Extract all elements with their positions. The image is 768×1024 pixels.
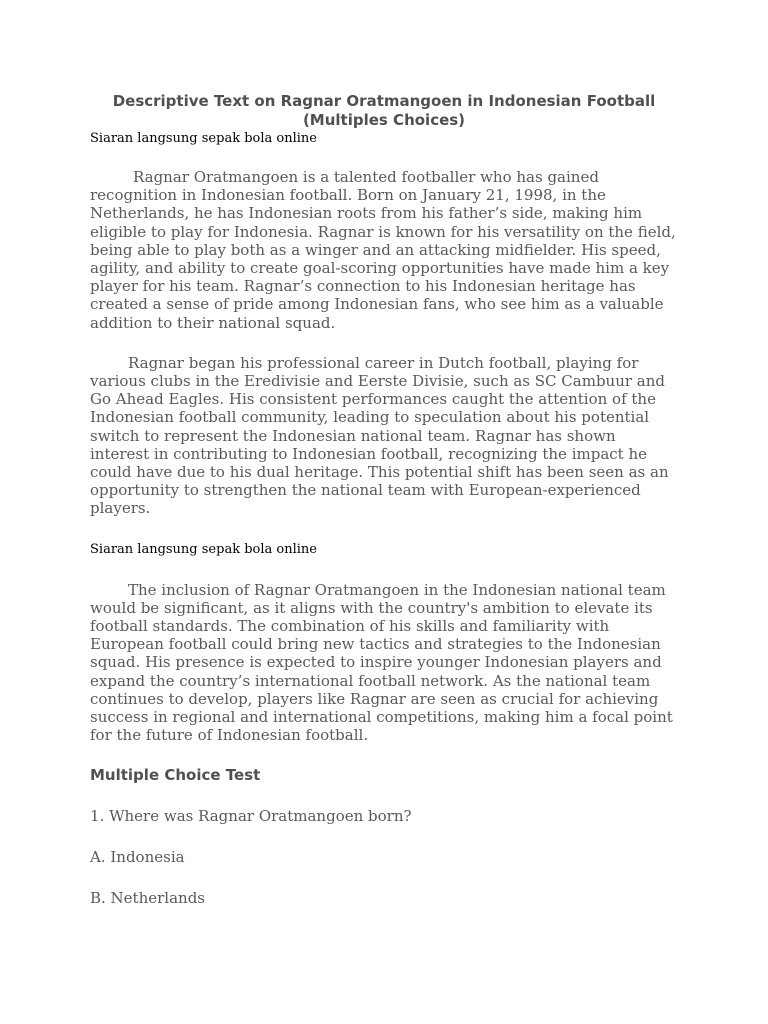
question-1: 1. Where was Ragnar Oratmangoen born? [90,807,412,826]
paragraph-intro: Ragnar Oratmangoen is a talented footballer who has gained recognition in Indonesian football. Born on January 21, 1998, in the Netherlands, he has Indonesian roots from his father’s side, making him eligible to play for Indonesia. Ragnar is known for his versatility on the field, being able to play both as a winger and an attacking midfielder. His speed, agility, and ability to create goal-scoring opportunities have made him a key player for his team. Ragnar’s connection to his Indonesian heritage has created a sense of pride among Indonesian fans, who see him as a valuable addition to their national squad. [90,168,676,332]
promo-link-2[interactable]: Siaran langsung sepak bola online [90,541,317,557]
document-page [90,92,678,908]
promo-link-1[interactable]: Siaran langsung sepak bola online [90,131,317,146]
section-heading: Multiple Choice Test [90,766,261,785]
option-a: A. Indonesia [90,848,185,867]
paragraph-inclusion: The inclusion of Ragnar Oratmangoen in the Indonesian national team would be significant, as it aligns with the country's ambition to elevate its football standards. The combination of his skills and familiarity with European football could bring new tactics and strategies to the Indonesian squad. His presence is expected to inspire younger Indonesian players and expand the country’s international football network. As the national team continues to develop, players like Ragnar are seen as crucial for achieving success in regional and international competitions, making him a focal point for the future of Indonesian football. [90,580,673,745]
paragraph-career: Ragnar began his professional career in Dutch football, playing for various clubs in the Eredivisie and Eerste Divisie, such as SC Cambuur and Go Ahead Eagles. His consistent performances caught the attention of the Indonesian football community, leading to speculation about his potential switch to represent the Indonesian national team. Ragnar has shown interest in contributing to Indonesian football, recognizing the impact he could have due to his dual heritage. This potential shift has been seen as an opportunity to strengthen the national team with European-experienced players. [90,353,669,518]
option-b: B. Netherlands [90,889,205,908]
document-title: Descriptive Text on Ragnar Oratmangoen in Indonesian Football (Multiples Choices) [112,92,656,129]
